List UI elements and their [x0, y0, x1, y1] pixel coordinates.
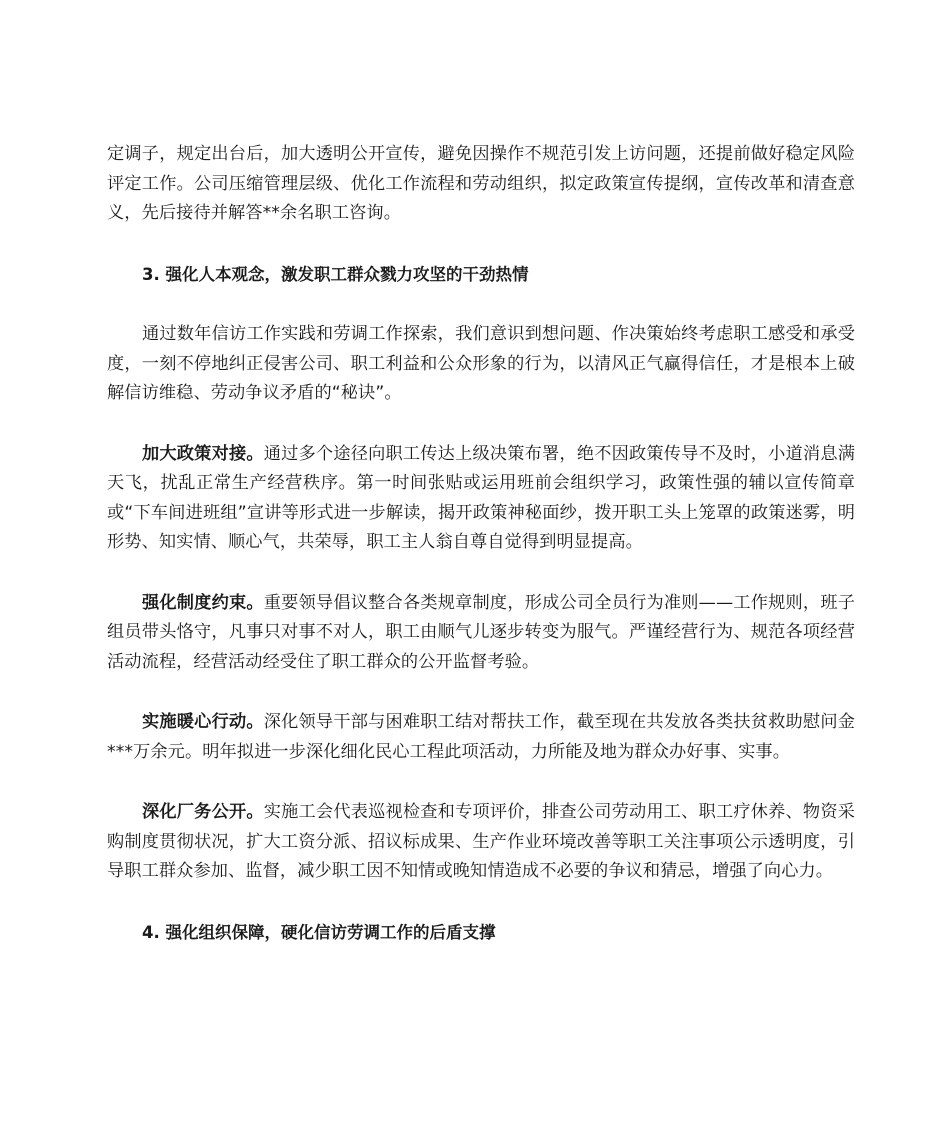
paragraph-text: 重要领导倡议整合各类规章制度，形成公司全员行为准则——工作规则，班子组员带头恪守，凡事只对事不对人，职工由顺气儿逐步转变为服气。严谨经营行为、规范各项经营活动流程，经营活动经受住了职工群众的公开监督考验。: [107, 592, 856, 672]
section-heading-4: 4. 强化组织保障，硬化信访劳调工作的后盾支撑: [142, 922, 496, 942]
paragraph-transparency: [107, 798, 855, 887]
paragraph-text: 深化领导干部与困难职工结对帮扶工作，截至现在共发放各类扶贫救助慰问金***万余元。明年拟进一步深化细化民心工程此项活动，力所能及地为群众办好事、实事。: [107, 712, 855, 762]
paragraph-text: 实施工会代表巡视检查和专项评价，排查公司劳动用工、职工疗休养、物资采购制度贯彻状况，扩大工资分派、招议标成果、生产作业环境改善等职工关注事项公示透明度，引导职工群众参加、监督，减少职工因不知情或晚知情造成不必要的争议和猜忌，增强了向心力。: [107, 802, 855, 881]
paragraph-policy: [107, 440, 855, 558]
document-page: [107, 140, 855, 978]
paragraph-intro: [107, 320, 855, 409]
paragraph-lead: 实施暖心行动。: [142, 712, 264, 732]
section-heading-3: 3. 强化人本观念，激发职工群众戮力攻坚的干劲热情: [142, 264, 529, 284]
paragraph-care: [107, 708, 855, 767]
paragraph-text: 定调子，规定出台后，加大透明公开宣传，避免因操作不规范引发上访问题，还提前做好稳定风险评定工作。公司压缩管理层级、优化工作流程和劳动组织，拟定政策宣传提纲，宣传改革和清查意义，先后接待并解答**余名职工咨询。: [107, 144, 855, 223]
paragraph-text: 通过数年信访工作实践和劳调工作探索，我们意识到想问题、作决策始终考虑职工感受和承受度，一刻不停地纠正侵害公司、职工利益和公众形象的行为，以清风正气赢得信任，才是根本上破解信访维稳、劳动争议矛盾的“秘诀”。: [107, 324, 855, 403]
paragraph-text: 通过多个途径向职工传达上级决策布署，绝不因政策传导不及时，小道消息满天飞，扰乱正常生产经营秩序。第一时间张贴或运用班前会组织学习，政策性强的辅以宣传简章或“下车间进班组”宣讲等形式进一步解读，揭开政策神秘面纱，拨开职工头上笼罩的政策迷雾，明形势、知实情、顺心气，共荣辱，职工主人翁自尊自觉得到明显提高。: [107, 443, 855, 552]
paragraph-rules: [107, 589, 855, 678]
paragraph-lead: 加大政策对接。: [142, 443, 264, 464]
paragraph-lead: 深化厂务公开。: [142, 802, 264, 822]
paragraph-lead: 强化制度约束。: [142, 592, 264, 613]
paragraph-continuation: [107, 140, 855, 229]
